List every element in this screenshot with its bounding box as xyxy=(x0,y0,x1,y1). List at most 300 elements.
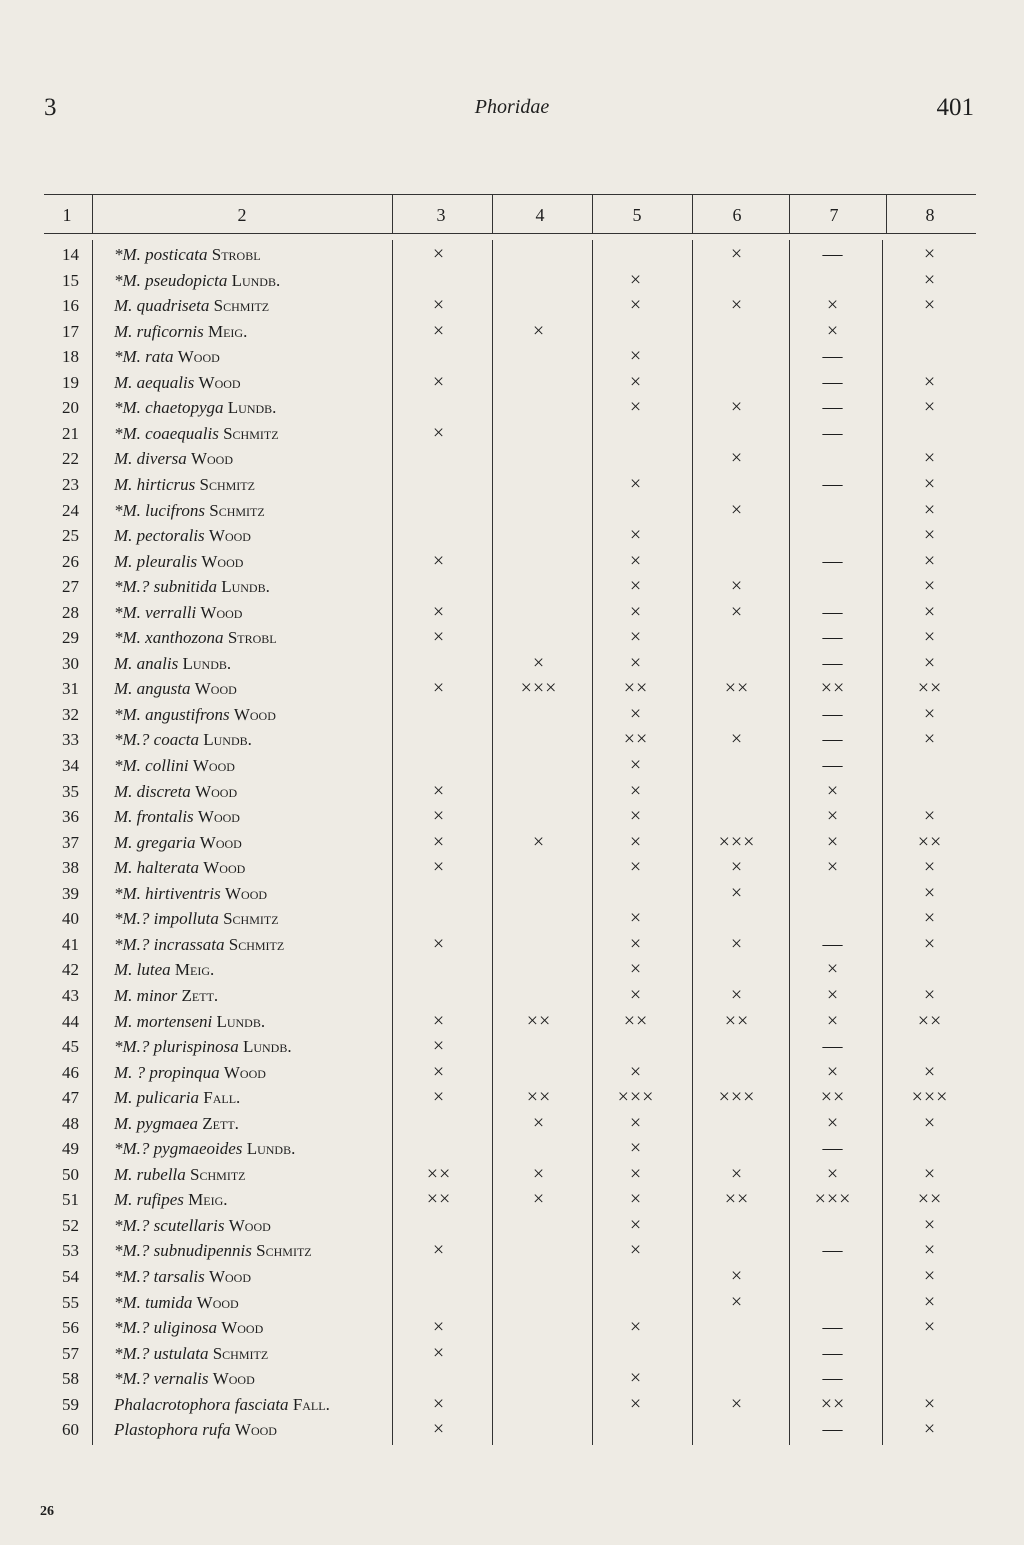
species-name: *M. collini Wood xyxy=(114,756,235,775)
occurrence-mark-col5: × xyxy=(629,294,643,317)
row-number: 46 xyxy=(62,1062,79,1082)
species-name: M. minor Zett. xyxy=(114,985,219,1005)
occurrence-mark-col8: × xyxy=(923,370,937,393)
occurrence-mark-col7: — xyxy=(822,728,844,751)
occurrence-mark-col8: × xyxy=(923,1060,937,1083)
species-name: M. hirticrus Schmitz xyxy=(114,474,255,494)
species-name: *M.? impolluta Schmitz xyxy=(114,909,279,929)
table-row xyxy=(0,1137,1024,1163)
occurrence-mark-col5: × xyxy=(629,1392,643,1415)
species-name: *M.? scutellaris Wood xyxy=(114,1215,271,1235)
species-name: *M.? pygmaeoides Lundb. xyxy=(114,1139,296,1159)
table-row xyxy=(0,1112,1024,1138)
species-name: M. ? propinqua Wood xyxy=(114,1062,266,1082)
row-number: 47 xyxy=(62,1088,79,1108)
table-row xyxy=(0,499,1024,525)
row-number: 14 xyxy=(62,245,79,264)
table-row xyxy=(0,1086,1024,1112)
species-name: *M. lucifrons Schmitz xyxy=(114,500,265,520)
occurrence-mark-col7: — xyxy=(822,600,844,623)
species-name: *M.? ustulata Schmitz xyxy=(114,1343,269,1363)
species-name: M. analis Lundb. xyxy=(114,653,232,673)
row-number: 38 xyxy=(62,858,79,878)
occurrence-mark-col5: × xyxy=(629,1111,643,1134)
row-number: 26 xyxy=(62,551,79,571)
occurrence-mark-col8: × xyxy=(923,983,937,1006)
row-number: 58 xyxy=(62,1369,79,1389)
row-number: 15 xyxy=(62,270,79,290)
occurrence-mark-col5: × xyxy=(629,754,643,776)
occurrence-mark-col7: × xyxy=(826,856,840,879)
row-number: 39 xyxy=(62,883,79,903)
row-number: 49 xyxy=(62,1139,79,1159)
occurrence-mark-col5: × xyxy=(629,958,643,981)
occurrence-mark-col8: × xyxy=(923,651,937,674)
occurrence-mark-col7: ×× xyxy=(820,1086,846,1109)
column-header-4: 4 xyxy=(535,205,545,225)
column-header-8: 8 xyxy=(925,205,935,225)
row-number: 45 xyxy=(62,1037,79,1057)
occurrence-mark-col8: × xyxy=(923,447,937,470)
table-row xyxy=(0,856,1024,882)
occurrence-mark-col3: × xyxy=(432,779,446,802)
occurrence-mark-col6: × xyxy=(730,728,744,751)
species-name: M. angusta Wood xyxy=(114,679,237,699)
occurrence-mark-col5: ××× xyxy=(617,1086,655,1109)
occurrence-mark-col6: × xyxy=(730,932,744,955)
occurrence-mark-col4: × xyxy=(532,319,546,342)
occurrence-mark-col8: ××× xyxy=(911,1086,949,1109)
occurrence-mark-col8: × xyxy=(923,1392,937,1415)
table-row xyxy=(0,524,1024,550)
occurrence-mark-col5: × xyxy=(629,1162,643,1185)
occurrence-mark-col4: × xyxy=(532,1188,546,1211)
occurrence-mark-col7: — xyxy=(822,932,844,955)
row-number: 52 xyxy=(62,1215,79,1235)
occurrence-mark-col8: × xyxy=(923,396,937,419)
species-name: M. discreta Wood xyxy=(114,781,238,801)
occurrence-mark-col7: — xyxy=(822,370,844,393)
table-row xyxy=(0,831,1024,857)
occurrence-mark-col6: × xyxy=(730,294,744,317)
species-name: M. lutea Meig. xyxy=(114,960,215,980)
table-row xyxy=(0,371,1024,397)
row-number: 19 xyxy=(62,372,79,392)
table-row xyxy=(0,473,1024,499)
row-number: 34 xyxy=(62,756,79,775)
occurrence-mark-col5: × xyxy=(629,549,643,572)
occurrence-mark-col3: × xyxy=(432,1392,446,1415)
occurrence-mark-col8: × xyxy=(923,575,937,598)
occurrence-mark-col7: — xyxy=(822,626,844,649)
occurrence-mark-col7: × xyxy=(826,1111,840,1134)
species-name: M. frontalis Wood xyxy=(114,807,240,827)
occurrence-mark-col8: × xyxy=(923,1316,937,1339)
header-column-divider xyxy=(92,194,93,233)
occurrence-mark-col7: — xyxy=(822,549,844,572)
occurrence-mark-col6: × xyxy=(730,243,744,265)
occurrence-mark-col3: × xyxy=(432,1060,446,1083)
occurrence-mark-col7: — xyxy=(822,1137,844,1160)
header-column-divider xyxy=(592,194,593,233)
occurrence-mark-col6: ××× xyxy=(718,1086,756,1109)
row-number: 57 xyxy=(62,1343,79,1363)
occurrence-mark-col5: × xyxy=(629,472,643,495)
occurrence-mark-col8: × xyxy=(923,549,937,572)
occurrence-mark-col8: × xyxy=(923,268,937,291)
occurrence-mark-col5: × xyxy=(629,779,643,802)
occurrence-mark-col8: × xyxy=(923,702,937,725)
row-number: 42 xyxy=(62,960,79,980)
occurrence-mark-col8: × xyxy=(923,1162,937,1185)
species-name: M. pygmaea Zett. xyxy=(114,1113,239,1133)
chapter-number: 3 xyxy=(44,94,57,121)
table-row xyxy=(0,958,1024,984)
header-column-divider xyxy=(692,194,693,233)
header-column-divider xyxy=(392,194,393,233)
occurrence-mark-col8: × xyxy=(923,1111,937,1134)
occurrence-mark-col6: × xyxy=(730,575,744,598)
occurrence-mark-col8: × xyxy=(923,294,937,317)
occurrence-mark-col7: — xyxy=(822,651,844,674)
occurrence-mark-col8: × xyxy=(923,243,937,265)
table-row xyxy=(0,345,1024,371)
table-row xyxy=(0,907,1024,933)
occurrence-mark-col8: × xyxy=(923,524,937,547)
occurrence-mark-col6: × xyxy=(730,881,744,904)
running-title: Phoridae xyxy=(474,96,550,118)
species-name: M. quadriseta Schmitz xyxy=(114,296,270,316)
occurrence-mark-col5: × xyxy=(629,268,643,291)
occurrence-mark-col6: × xyxy=(730,1162,744,1185)
occurrence-mark-col6: × xyxy=(730,983,744,1006)
species-name: *M. tumida Wood xyxy=(114,1292,239,1312)
occurrence-mark-col3: × xyxy=(432,1316,446,1339)
occurrence-mark-col5: × xyxy=(629,1316,643,1339)
occurrence-mark-col6: × xyxy=(730,396,744,419)
signature-mark: 26 xyxy=(40,1504,54,1519)
species-name: *M. pseudopicta Lundb. xyxy=(114,270,281,290)
row-number: 28 xyxy=(62,602,79,622)
occurrence-mark-col7: × xyxy=(826,294,840,317)
species-name: M. diversa Wood xyxy=(114,449,234,469)
row-number: 25 xyxy=(62,526,79,546)
row-number: 17 xyxy=(62,321,79,341)
row-number: 56 xyxy=(62,1318,79,1338)
occurrence-mark-col3: × xyxy=(432,1035,446,1058)
occurrence-mark-col3: × xyxy=(432,319,446,342)
page-header xyxy=(0,94,1024,126)
table-row xyxy=(0,1342,1024,1368)
occurrence-mark-col7: × xyxy=(826,805,840,828)
occurrence-mark-col5: × xyxy=(629,702,643,725)
occurrence-mark-col3: ×× xyxy=(426,1162,452,1185)
table-row xyxy=(0,447,1024,473)
occurrence-mark-col7: ×× xyxy=(820,1392,846,1415)
occurrence-mark-col7: ××× xyxy=(814,1188,852,1211)
occurrence-mark-col4: × xyxy=(532,651,546,674)
species-name: M. rufipes Meig. xyxy=(114,1190,228,1210)
table-row xyxy=(0,933,1024,959)
occurrence-mark-col5: × xyxy=(629,932,643,955)
occurrence-mark-col6: ×× xyxy=(724,1009,750,1032)
occurrence-mark-col7: ×× xyxy=(820,677,846,700)
occurrence-mark-col5: × xyxy=(629,1367,643,1390)
occurrence-mark-col8: ×× xyxy=(917,1009,943,1032)
occurrence-mark-col8: × xyxy=(923,1213,937,1236)
table-row xyxy=(0,882,1024,908)
species-name: *M.? vernalis Wood xyxy=(114,1369,255,1389)
table-row xyxy=(0,550,1024,576)
occurrence-mark-col3: × xyxy=(432,932,446,955)
row-number: 53 xyxy=(62,1241,79,1261)
table-row xyxy=(0,703,1024,729)
species-name: M. aequalis Wood xyxy=(114,372,241,392)
table-row xyxy=(0,626,1024,652)
occurrence-mark-col3: × xyxy=(432,1418,446,1441)
species-name: *M.? incrassata Schmitz xyxy=(114,934,285,954)
occurrence-mark-col3: × xyxy=(432,294,446,317)
row-number: 55 xyxy=(62,1292,79,1312)
table-row xyxy=(0,1265,1024,1291)
species-name: M. rubella Schmitz xyxy=(114,1164,246,1184)
occurrence-mark-col3: × xyxy=(432,421,446,444)
occurrence-mark-col7: — xyxy=(822,1341,844,1364)
occurrence-mark-col7: — xyxy=(822,1316,844,1339)
occurrence-mark-col6: ×× xyxy=(724,677,750,700)
occurrence-mark-col3: × xyxy=(432,1341,446,1364)
table-row xyxy=(0,575,1024,601)
occurrence-mark-col5: × xyxy=(629,600,643,623)
species-name: Phalacrotophora fasciata Fall. xyxy=(114,1394,330,1414)
table-row xyxy=(0,1061,1024,1087)
occurrence-mark-col4: × xyxy=(532,1111,546,1134)
row-number: 27 xyxy=(62,577,79,597)
row-number: 30 xyxy=(62,653,79,673)
header-column-divider xyxy=(886,194,887,233)
table-row xyxy=(0,805,1024,831)
occurrence-mark-col5: ×× xyxy=(623,677,649,700)
row-number: 54 xyxy=(62,1267,79,1286)
table-row xyxy=(0,754,1024,780)
occurrence-mark-col6: × xyxy=(730,1290,744,1313)
occurrence-mark-col3: × xyxy=(432,600,446,623)
occurrence-mark-col7: — xyxy=(822,1418,844,1441)
row-number: 41 xyxy=(62,934,79,954)
species-name: *M.? subnudipennis Schmitz xyxy=(114,1241,312,1261)
table-row xyxy=(0,601,1024,627)
table-row xyxy=(0,1035,1024,1061)
occurrence-mark-col8: × xyxy=(923,626,937,649)
occurrence-mark-col8: ×× xyxy=(917,830,943,853)
occurrence-mark-col8: × xyxy=(923,728,937,751)
occurrence-mark-col7: — xyxy=(822,1239,844,1262)
species-name: M. pectoralis Wood xyxy=(114,526,251,546)
occurrence-mark-col6: ××× xyxy=(718,830,756,853)
row-number: 60 xyxy=(62,1420,79,1440)
occurrence-mark-col5: × xyxy=(629,1188,643,1211)
species-name: *M. coaequalis Schmitz xyxy=(114,423,279,443)
occurrence-mark-col8: × xyxy=(923,1290,937,1313)
row-number: 51 xyxy=(62,1190,79,1210)
occurrence-mark-col8: × xyxy=(923,932,937,955)
occurrence-mark-col6: × xyxy=(730,856,744,879)
occurrence-mark-col6: × xyxy=(730,1265,744,1287)
occurrence-mark-col5: × xyxy=(629,396,643,419)
row-number: 31 xyxy=(62,679,79,699)
occurrence-mark-col3: × xyxy=(432,1086,446,1109)
row-number: 50 xyxy=(62,1164,79,1184)
occurrence-mark-col7: × xyxy=(826,1162,840,1185)
occurrence-mark-col3: × xyxy=(432,1239,446,1262)
occurrence-mark-col8: × xyxy=(923,1265,937,1287)
occurrence-mark-col3: × xyxy=(432,1009,446,1032)
occurrence-mark-col5: × xyxy=(629,805,643,828)
column-header-5: 5 xyxy=(632,205,642,225)
occurrence-mark-col7: × xyxy=(826,1060,840,1083)
occurrence-mark-col3: × xyxy=(432,243,446,265)
occurrence-mark-col6: × xyxy=(730,498,744,521)
occurrence-mark-col6: × xyxy=(730,600,744,623)
occurrence-mark-col8: ×× xyxy=(917,677,943,700)
occurrence-mark-col5: × xyxy=(629,856,643,879)
occurrence-mark-col7: — xyxy=(822,702,844,725)
occurrence-mark-col7: — xyxy=(822,243,844,265)
occurrence-mark-col5: ×× xyxy=(623,728,649,751)
occurrence-mark-col5: ×× xyxy=(623,1009,649,1032)
row-number: 20 xyxy=(62,398,79,418)
occurrence-mark-col5: × xyxy=(629,524,643,547)
occurrence-mark-col3: × xyxy=(432,549,446,572)
occurrence-mark-col5: × xyxy=(629,1213,643,1236)
table-row xyxy=(0,1010,1024,1036)
species-name: *M.? tarsalis Wood xyxy=(114,1267,251,1286)
occurrence-mark-col4: ×× xyxy=(526,1086,552,1109)
species-name: M. gregaria Wood xyxy=(114,832,242,852)
occurrence-mark-col8: ×× xyxy=(917,1188,943,1211)
table-row xyxy=(0,728,1024,754)
table-row xyxy=(0,1239,1024,1265)
row-number: 16 xyxy=(62,296,79,316)
occurrence-mark-col8: × xyxy=(923,907,937,930)
column-header-3: 3 xyxy=(436,205,446,225)
row-number: 43 xyxy=(62,985,79,1005)
species-name: M. pulicaria Fall. xyxy=(114,1088,241,1108)
header-column-divider xyxy=(789,194,790,233)
species-name: *M.? plurispinosa Lundb. xyxy=(114,1037,292,1057)
occurrence-mark-col5: × xyxy=(629,575,643,598)
table-row xyxy=(0,652,1024,678)
page-number: 401 xyxy=(936,94,974,121)
occurrence-mark-col3: ×× xyxy=(426,1188,452,1211)
table-row xyxy=(0,1367,1024,1393)
table-row xyxy=(0,1214,1024,1240)
table-row xyxy=(0,780,1024,806)
occurrence-mark-col8: × xyxy=(923,498,937,521)
occurrence-mark-col5: × xyxy=(629,1239,643,1262)
species-name: *M. angustifrons Wood xyxy=(114,704,276,724)
occurrence-mark-col6: × xyxy=(730,447,744,470)
table-row xyxy=(0,1291,1024,1317)
occurrence-mark-col7: — xyxy=(822,345,844,368)
occurrence-mark-col3: × xyxy=(432,677,446,700)
occurrence-mark-col4: ××× xyxy=(520,677,558,700)
row-number: 36 xyxy=(62,807,79,827)
row-number: 21 xyxy=(62,423,79,443)
occurrence-mark-col5: × xyxy=(629,345,643,368)
occurrence-mark-col7: × xyxy=(826,319,840,342)
table-row xyxy=(0,243,1024,269)
occurrence-mark-col7: — xyxy=(822,1035,844,1058)
species-name: M. pleuralis Wood xyxy=(114,551,244,571)
species-name: *M. hirtiventris Wood xyxy=(114,883,268,903)
row-number: 59 xyxy=(62,1394,79,1414)
species-name: *M. rata Wood xyxy=(114,347,220,367)
occurrence-mark-col3: × xyxy=(432,805,446,828)
occurrence-mark-col8: × xyxy=(923,1239,937,1262)
occurrence-mark-col5: × xyxy=(629,626,643,649)
row-number: 23 xyxy=(62,474,79,494)
header-column-divider xyxy=(492,194,493,233)
occurrence-mark-col7: × xyxy=(826,779,840,802)
column-header-7: 7 xyxy=(829,205,839,225)
occurrence-mark-col8: × xyxy=(923,856,937,879)
occurrence-mark-col5: × xyxy=(629,983,643,1006)
occurrence-mark-col4: × xyxy=(532,1162,546,1185)
occurrence-mark-col7: — xyxy=(822,421,844,444)
occurrence-mark-col8: × xyxy=(923,600,937,623)
occurrence-mark-col5: × xyxy=(629,1137,643,1160)
table-row xyxy=(0,269,1024,295)
species-name: *M.? uliginosa Wood xyxy=(114,1318,264,1338)
occurrence-mark-col5: × xyxy=(629,830,643,853)
occurrence-mark-col5: × xyxy=(629,370,643,393)
occurrence-mark-col6: ×× xyxy=(724,1188,750,1211)
occurrence-mark-col7: × xyxy=(826,830,840,853)
row-number: 22 xyxy=(62,449,79,469)
row-number: 18 xyxy=(62,347,79,367)
species-name: *M.? subnitida Lundb. xyxy=(114,577,270,597)
occurrence-mark-col3: × xyxy=(432,856,446,879)
table-row xyxy=(0,1188,1024,1214)
occurrence-mark-col4: × xyxy=(532,830,546,853)
occurrence-mark-col7: — xyxy=(822,396,844,419)
species-name: Plastophora rufa Wood xyxy=(114,1420,277,1440)
row-number: 24 xyxy=(62,500,79,520)
table-row xyxy=(0,320,1024,346)
species-name: M. halterata Wood xyxy=(114,858,246,878)
occurrence-mark-col5: × xyxy=(629,651,643,674)
row-number: 44 xyxy=(62,1011,79,1031)
occurrence-mark-col5: × xyxy=(629,1060,643,1083)
row-number: 40 xyxy=(62,909,79,929)
table-row xyxy=(0,1418,1024,1444)
occurrence-mark-col7: — xyxy=(822,1367,844,1390)
occurrence-mark-col7: × xyxy=(826,958,840,981)
occurrence-mark-col8: × xyxy=(923,881,937,904)
row-number: 48 xyxy=(62,1113,79,1133)
occurrence-mark-col8: × xyxy=(923,805,937,828)
table-row xyxy=(0,1393,1024,1419)
column-header-1: 1 xyxy=(62,205,72,225)
occurrence-mark-col6: × xyxy=(730,1392,744,1415)
species-name: *M. xanthozona Strobl xyxy=(114,628,277,648)
column-header-2: 2 xyxy=(237,205,247,225)
occurrence-mark-col8: × xyxy=(923,472,937,495)
row-number: 35 xyxy=(62,781,79,801)
table-top-rule xyxy=(44,194,976,195)
species-name: M. ruficornis Meig. xyxy=(114,321,248,341)
